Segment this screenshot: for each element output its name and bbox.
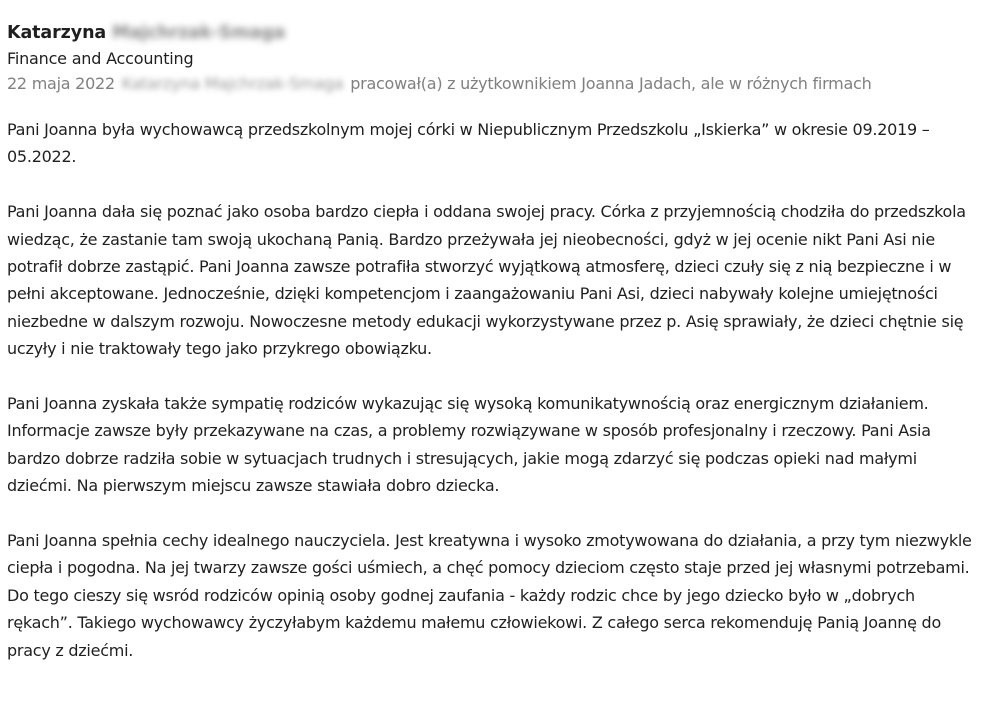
- recommender-full-name-redacted: Katarzyna Majchrzak-Smaga: [121, 74, 344, 93]
- recommendation-paragraph: Pani Joanna spełnia cechy idealnego nauczyciela. Jest kreatywna i wysoko zmotywowana do działania, a przy tym niezwykle ciepła i pogodna. Na jej twarzy zawsze gości uśmiech, a chęć pomocy dzieciom często staje przed jej własnymi potrzebami. Do tego cieszy się wsród rodziców opinią osoby godnej zaufania - każdy rodzic chce by jego dziecko było w „dobrych rękach”. Takiego wychowawcy życzyłabym każdemu małemu człowiekowi. Z całego serca rekomenduję Panią Joannę do pracy z dziećmi.: [7, 531, 972, 660]
- recommendation-date: 22 maja 2022: [7, 74, 115, 93]
- recommender-headline: Finance and Accounting: [7, 49, 194, 68]
- relation-text: pracował(a) z użytkownikiem Joanna Jadach, ale w różnych firmach: [350, 74, 872, 93]
- recommendation-paragraph: Pani Joanna zyskała także sympatię rodziców wykazując się wysoką komunikatywnością oraz energicznym działaniem. Informacje zawsze były przekazywane na czas, a problemy rozwiązywane w sposób profesjonalny i rzeczowy. Pani Asia bardzo dobrze radziła sobie w sytuacjach trudnych i stresujących, jakie mogą zdarzyć się podczas opieki nad małymi dziećmi. Na pierwszym miejscu zawsze stawiała dobro dziecka.: [7, 394, 931, 496]
- recommendation-meta: [7, 71, 967, 97]
- recommender-first-name[interactable]: Katarzyna: [7, 23, 107, 43]
- recommender-last-name-redacted: Majchrzak-Smaga: [112, 23, 286, 43]
- recommendation-text: [7, 116, 972, 664]
- recommendation-paragraph: Pani Joanna była wychowawcą przedszkolnym mojej córki w Niepublicznym Przedszkolu „Iskierka” w okresie 09.2019 – 05.2022.: [7, 120, 930, 167]
- recommendation-paragraph: Pani Joanna dała się poznać jako osoba bardzo ciepła i oddana swojej pracy. Córka z przyjemnością chodziła do przedszkola wiedząc, że zastanie tam swoją ukochaną Panią. Bardzo przeżywała jej nieobecności, gdyż w jej ocenie nikt Pani Asi nie potrafił dobrze zastąpić. Pani Joanna zawsze potrafiła stworzyć wyjątkową atmosferę, dzieci czuły się z nią bezpieczne i w pełni akceptowane. Jednocześnie, dzięki kompetencjom i zaangażowaniu Pani Asi, dzieci nabywały kolejne umiejętności niezbedne w dalszym rozwoju. Nowoczesne metody edukacji wykorzystywane przez p. Asię sprawiały, że dzieci chętnie się uczyły i nie traktowały tego jako przykrego obowiązku.: [7, 202, 966, 359]
- recommender-name[interactable]: [7, 20, 967, 46]
